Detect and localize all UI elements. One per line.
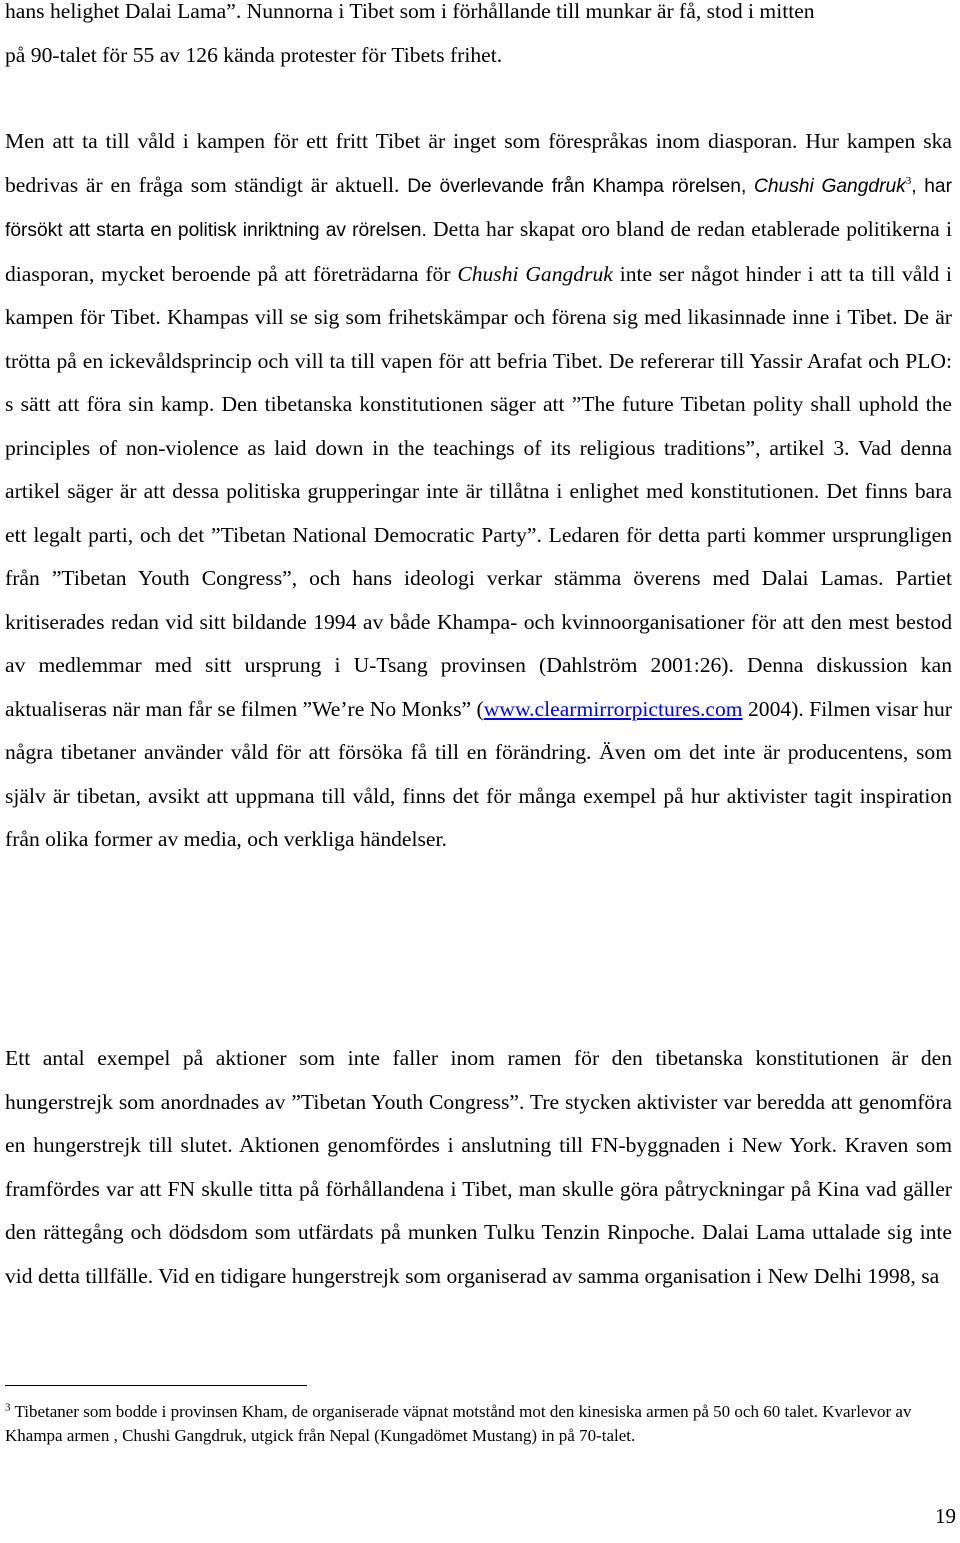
paragraph-2-text-a: Men att ta till våld i kampen för ett fritt Tibet är inget som förespråkas inom diasporan. Hur kampen ska bedrivas är en fråga som ständigt är aktuell. <box>5 129 952 197</box>
page-number: 19 <box>935 1504 956 1528</box>
paragraph-3-text: Ett antal exempel på aktioner som inte faller inom ramen för den tibetanska konstitutionen är den hungerstrejk som anordnades av ”Tibetan Youth Congress”. Tre stycken aktivister var beredda att genomföra en hungerstrejk till slutet. Aktionen genomfördes i anslutning till FN-byggnaden i New York. Kraven som framfördes var att FN skulle titta på förhållandena i Tibet, man skulle göra påtryckningar på Kina vad gäller den rättegång och dödsdom som utfärdats på munken Tulku Tenzin Rinpoche. Dalai Lama uttalade sig inte vid detta tillfälle. Vid en tidigare hungerstrejk som organiserad av samma organisation i New Delhi 1998, sa <box>5 1046 952 1288</box>
paragraph-2-sans-b: , har försökt att starta en politisk inriktning av rörelsen. <box>5 175 952 241</box>
footnote-3 <box>5 1400 945 1448</box>
paragraph-2-text-b: Detta har skapat oro bland de redan etablerade politikerna i diasporan, mycket beroende på att företrädarna för <box>5 217 952 286</box>
chushi-gangdruk-italic-2: Chushi Gangdruk <box>457 261 613 286</box>
clearmirror-link[interactable]: www.clearmirrorpictures.com <box>483 696 743 721</box>
chushi-gangdruk-italic: Chushi Gangdruk <box>754 175 906 197</box>
paragraph-2-sans-a: De överlevande från Khampa rörelsen, <box>407 175 755 197</box>
paragraph-1-line-2: på 90-talet för 55 av 126 kända protester för Tibets frihet. <box>5 42 503 67</box>
footnote-marker: 3 <box>5 1401 11 1414</box>
paragraph-2 <box>5 120 952 862</box>
footnote-reference[interactable]: 3 <box>905 174 912 187</box>
footnote-separator <box>5 1385 307 1386</box>
paragraph-2-text-d: 2004). Filmen visar hur några tibetaner använder våld för att försöka få till en förändring. Även om det inte är producentens, som själv är tibetan, avsikt att uppmana till våld, finns det för många exempel på hur aktivister tagit inspiration från olika former av media, och verkliga händelser. <box>5 696 952 851</box>
paragraph-2-text-c: inte ser något hinder i att ta till våld i kampen för Tibet. Khampas vill se sig som frihetskämpar och förena sig med likasinnade inne i Tibet. De är trötta på en ickevåldsprincip och vill ta till vapen för att befria Tibet. De refererar till Yassir Arafat och PLO: s sätt att föra sin kamp. Den tibetanska konstitutionen säger att ”The future Tibetan polity shall uphold the principles of non-violence as laid down in the teachings of its religious traditions”, artikel 3. Vad denna artikel säger är att dessa politiska grupperingar inte är tillåtna i enlighet med konstitutionen. Det finns bara ett legalt parti, och det ”Tibetan National Democratic Party”. Ledaren för detta parti kommer ursprungligen från ”Tibetan Youth Congress”, och hans ideologi verkar stämma överens med Dalai Lamas. Partiet kritiserades redan vid sitt bildande 1994 av både Khampa- och kvinnoorganisationer för att den mest bestod av medlemmar med sitt ursprung i U-Tsang provinsen (Dahlström 2001:26). Denna diskussion kan aktualiseras när man får se filmen ”We’re No Monks” ( <box>5 261 952 721</box>
paragraph-1 <box>5 0 952 77</box>
paragraph-1-line-1: hans helighet Dalai Lama”. Nunnorna i Tibet som i förhållande till munkar är få, stod i mitten <box>5 0 815 23</box>
paragraph-3 <box>5 1037 952 1298</box>
footnote-text: Tibetaner som bodde i provinsen Kham, de organiserade väpnat motstånd mot den kinesiska armen på 50 och 60 talet. Kvarlevor av Khampa armen , Chushi Gangdruk, utgick från Nepal (Kungadömet Mustang) in på 70-talet. <box>5 1402 912 1445</box>
